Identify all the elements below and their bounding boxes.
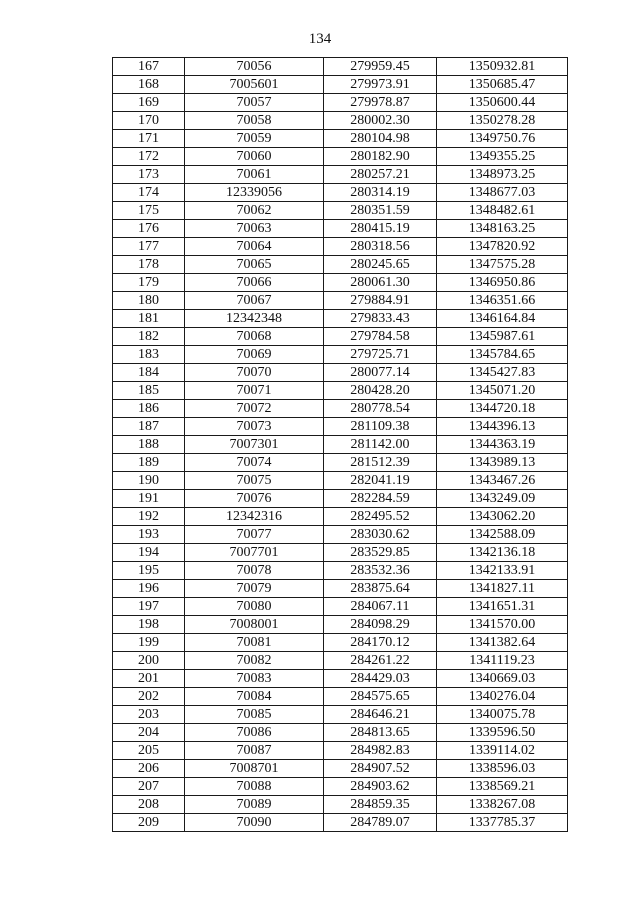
table-row — [113, 508, 568, 526]
x-coordinate-cell: 279959.45 — [324, 58, 437, 76]
x-coordinate-cell: 284903.62 — [324, 778, 437, 796]
point-id-cell: 70058 — [185, 112, 324, 130]
y-coordinate-cell: 1339114.02 — [437, 742, 568, 760]
row-number-cell: 203 — [113, 706, 185, 724]
row-number-cell: 199 — [113, 634, 185, 652]
x-coordinate-cell: 284859.35 — [324, 796, 437, 814]
x-coordinate-cell: 281142.00 — [324, 436, 437, 454]
x-coordinate-cell: 280257.21 — [324, 166, 437, 184]
row-number-cell: 187 — [113, 418, 185, 436]
y-coordinate-cell: 1348973.25 — [437, 166, 568, 184]
table-row — [113, 382, 568, 400]
row-number-cell: 200 — [113, 652, 185, 670]
y-coordinate-cell: 1347575.28 — [437, 256, 568, 274]
y-coordinate-cell: 1350278.28 — [437, 112, 568, 130]
table-row — [113, 112, 568, 130]
table-row — [113, 706, 568, 724]
x-coordinate-cell: 280415.19 — [324, 220, 437, 238]
table-row — [113, 760, 568, 778]
table-row — [113, 778, 568, 796]
x-coordinate-cell: 279978.87 — [324, 94, 437, 112]
point-id-cell: 70059 — [185, 130, 324, 148]
point-id-cell: 70069 — [185, 346, 324, 364]
y-coordinate-cell: 1338267.08 — [437, 796, 568, 814]
row-number-cell: 185 — [113, 382, 185, 400]
table-row — [113, 418, 568, 436]
row-number-cell: 177 — [113, 238, 185, 256]
row-number-cell: 191 — [113, 490, 185, 508]
row-number-cell: 205 — [113, 742, 185, 760]
x-coordinate-cell: 284098.29 — [324, 616, 437, 634]
point-id-cell: 70066 — [185, 274, 324, 292]
table-row — [113, 148, 568, 166]
x-coordinate-cell: 280778.54 — [324, 400, 437, 418]
x-coordinate-cell: 279973.91 — [324, 76, 437, 94]
point-id-cell: 70084 — [185, 688, 324, 706]
table-row — [113, 670, 568, 688]
row-number-cell: 202 — [113, 688, 185, 706]
x-coordinate-cell: 279884.91 — [324, 292, 437, 310]
point-id-cell: 7008701 — [185, 760, 324, 778]
row-number-cell: 168 — [113, 76, 185, 94]
point-id-cell: 12339056 — [185, 184, 324, 202]
point-id-cell: 70063 — [185, 220, 324, 238]
y-coordinate-cell: 1344363.19 — [437, 436, 568, 454]
table-row — [113, 490, 568, 508]
x-coordinate-cell: 280314.19 — [324, 184, 437, 202]
row-number-cell: 195 — [113, 562, 185, 580]
x-coordinate-cell: 283529.85 — [324, 544, 437, 562]
row-number-cell: 201 — [113, 670, 185, 688]
table-row — [113, 472, 568, 490]
y-coordinate-cell: 1341382.64 — [437, 634, 568, 652]
table-row — [113, 742, 568, 760]
table-row — [113, 364, 568, 382]
point-id-cell: 70086 — [185, 724, 324, 742]
y-coordinate-cell: 1345987.61 — [437, 328, 568, 346]
row-number-cell: 181 — [113, 310, 185, 328]
row-number-cell: 174 — [113, 184, 185, 202]
row-number-cell: 178 — [113, 256, 185, 274]
point-id-cell: 70075 — [185, 472, 324, 490]
x-coordinate-cell: 282284.59 — [324, 490, 437, 508]
y-coordinate-cell: 1341570.00 — [437, 616, 568, 634]
table-row — [113, 454, 568, 472]
y-coordinate-cell: 1343249.09 — [437, 490, 568, 508]
row-number-cell: 196 — [113, 580, 185, 598]
y-coordinate-cell: 1346351.66 — [437, 292, 568, 310]
x-coordinate-cell: 284907.52 — [324, 760, 437, 778]
row-number-cell: 182 — [113, 328, 185, 346]
x-coordinate-cell: 282495.52 — [324, 508, 437, 526]
y-coordinate-cell: 1344720.18 — [437, 400, 568, 418]
row-number-cell: 207 — [113, 778, 185, 796]
point-id-cell: 70074 — [185, 454, 324, 472]
table-row — [113, 310, 568, 328]
point-id-cell: 70083 — [185, 670, 324, 688]
x-coordinate-cell: 279833.43 — [324, 310, 437, 328]
point-id-cell: 70072 — [185, 400, 324, 418]
table-row — [113, 256, 568, 274]
y-coordinate-cell: 1350685.47 — [437, 76, 568, 94]
table-row — [113, 544, 568, 562]
point-id-cell: 70060 — [185, 148, 324, 166]
table-row — [113, 184, 568, 202]
point-id-cell: 70080 — [185, 598, 324, 616]
row-number-cell: 167 — [113, 58, 185, 76]
table-row — [113, 274, 568, 292]
table-row — [113, 166, 568, 184]
table-row — [113, 616, 568, 634]
table-row — [113, 634, 568, 652]
x-coordinate-cell: 280077.14 — [324, 364, 437, 382]
y-coordinate-cell: 1347820.92 — [437, 238, 568, 256]
row-number-cell: 179 — [113, 274, 185, 292]
x-coordinate-cell: 284646.21 — [324, 706, 437, 724]
table-row — [113, 562, 568, 580]
point-id-cell: 70071 — [185, 382, 324, 400]
page-number: 134 — [308, 31, 332, 47]
point-id-cell: 7007301 — [185, 436, 324, 454]
x-coordinate-cell: 280182.90 — [324, 148, 437, 166]
x-coordinate-cell: 282041.19 — [324, 472, 437, 490]
table-row — [113, 94, 568, 112]
row-number-cell: 169 — [113, 94, 185, 112]
x-coordinate-cell: 280245.65 — [324, 256, 437, 274]
coordinates-table — [112, 57, 568, 832]
row-number-cell: 208 — [113, 796, 185, 814]
y-coordinate-cell: 1348677.03 — [437, 184, 568, 202]
point-id-cell: 70068 — [185, 328, 324, 346]
table-row — [113, 814, 568, 832]
table-row — [113, 130, 568, 148]
point-id-cell: 70090 — [185, 814, 324, 832]
point-id-cell: 7008001 — [185, 616, 324, 634]
point-id-cell: 70056 — [185, 58, 324, 76]
y-coordinate-cell: 1344396.13 — [437, 418, 568, 436]
point-id-cell: 70064 — [185, 238, 324, 256]
y-coordinate-cell: 1350600.44 — [437, 94, 568, 112]
point-id-cell: 7005601 — [185, 76, 324, 94]
row-number-cell: 186 — [113, 400, 185, 418]
point-id-cell: 70087 — [185, 742, 324, 760]
row-number-cell: 204 — [113, 724, 185, 742]
y-coordinate-cell: 1340669.03 — [437, 670, 568, 688]
y-coordinate-cell: 1343062.20 — [437, 508, 568, 526]
point-id-cell: 7007701 — [185, 544, 324, 562]
point-id-cell: 70073 — [185, 418, 324, 436]
x-coordinate-cell: 283875.64 — [324, 580, 437, 598]
row-number-cell: 197 — [113, 598, 185, 616]
x-coordinate-cell: 284261.22 — [324, 652, 437, 670]
y-coordinate-cell: 1340276.04 — [437, 688, 568, 706]
y-coordinate-cell: 1345427.83 — [437, 364, 568, 382]
x-coordinate-cell: 281512.39 — [324, 454, 437, 472]
point-id-cell: 70067 — [185, 292, 324, 310]
x-coordinate-cell: 280104.98 — [324, 130, 437, 148]
table-row — [113, 688, 568, 706]
table-row — [113, 580, 568, 598]
point-id-cell: 70076 — [185, 490, 324, 508]
row-number-cell: 183 — [113, 346, 185, 364]
x-coordinate-cell: 284067.11 — [324, 598, 437, 616]
row-number-cell: 209 — [113, 814, 185, 832]
table-row — [113, 220, 568, 238]
row-number-cell: 171 — [113, 130, 185, 148]
y-coordinate-cell: 1345784.65 — [437, 346, 568, 364]
y-coordinate-cell: 1349355.25 — [437, 148, 568, 166]
row-number-cell: 188 — [113, 436, 185, 454]
y-coordinate-cell: 1338596.03 — [437, 760, 568, 778]
point-id-cell: 70065 — [185, 256, 324, 274]
x-coordinate-cell: 284429.03 — [324, 670, 437, 688]
y-coordinate-cell: 1339596.50 — [437, 724, 568, 742]
point-id-cell: 70061 — [185, 166, 324, 184]
y-coordinate-cell: 1346164.84 — [437, 310, 568, 328]
y-coordinate-cell: 1349750.76 — [437, 130, 568, 148]
point-id-cell: 70062 — [185, 202, 324, 220]
point-id-cell: 12342316 — [185, 508, 324, 526]
y-coordinate-cell: 1340075.78 — [437, 706, 568, 724]
y-coordinate-cell: 1341119.23 — [437, 652, 568, 670]
y-coordinate-cell: 1341827.11 — [437, 580, 568, 598]
row-number-cell: 184 — [113, 364, 185, 382]
row-number-cell: 180 — [113, 292, 185, 310]
point-id-cell: 70057 — [185, 94, 324, 112]
y-coordinate-cell: 1342133.91 — [437, 562, 568, 580]
y-coordinate-cell: 1343989.13 — [437, 454, 568, 472]
row-number-cell: 193 — [113, 526, 185, 544]
table-row — [113, 652, 568, 670]
row-number-cell: 172 — [113, 148, 185, 166]
y-coordinate-cell: 1348163.25 — [437, 220, 568, 238]
x-coordinate-cell: 280318.56 — [324, 238, 437, 256]
table-row — [113, 292, 568, 310]
x-coordinate-cell: 284813.65 — [324, 724, 437, 742]
point-id-cell: 70082 — [185, 652, 324, 670]
row-number-cell: 176 — [113, 220, 185, 238]
y-coordinate-cell: 1338569.21 — [437, 778, 568, 796]
row-number-cell: 192 — [113, 508, 185, 526]
x-coordinate-cell: 280428.20 — [324, 382, 437, 400]
y-coordinate-cell: 1342588.09 — [437, 526, 568, 544]
table-row — [113, 58, 568, 76]
table-row — [113, 598, 568, 616]
x-coordinate-cell: 284170.12 — [324, 634, 437, 652]
point-id-cell: 12342348 — [185, 310, 324, 328]
point-id-cell: 70081 — [185, 634, 324, 652]
row-number-cell: 190 — [113, 472, 185, 490]
y-coordinate-cell: 1337785.37 — [437, 814, 568, 832]
point-id-cell: 70078 — [185, 562, 324, 580]
x-coordinate-cell: 280061.30 — [324, 274, 437, 292]
table-row — [113, 328, 568, 346]
table-row — [113, 526, 568, 544]
y-coordinate-cell: 1343467.26 — [437, 472, 568, 490]
y-coordinate-cell: 1341651.31 — [437, 598, 568, 616]
x-coordinate-cell: 280002.30 — [324, 112, 437, 130]
x-coordinate-cell: 279725.71 — [324, 346, 437, 364]
x-coordinate-cell: 284789.07 — [324, 814, 437, 832]
table-row — [113, 796, 568, 814]
row-number-cell: 173 — [113, 166, 185, 184]
x-coordinate-cell: 284575.65 — [324, 688, 437, 706]
point-id-cell: 70089 — [185, 796, 324, 814]
row-number-cell: 198 — [113, 616, 185, 634]
x-coordinate-cell: 283030.62 — [324, 526, 437, 544]
y-coordinate-cell: 1342136.18 — [437, 544, 568, 562]
x-coordinate-cell: 283532.36 — [324, 562, 437, 580]
point-id-cell: 70077 — [185, 526, 324, 544]
row-number-cell: 175 — [113, 202, 185, 220]
row-number-cell: 206 — [113, 760, 185, 778]
point-id-cell: 70085 — [185, 706, 324, 724]
row-number-cell: 170 — [113, 112, 185, 130]
y-coordinate-cell: 1346950.86 — [437, 274, 568, 292]
table-row — [113, 346, 568, 364]
table-row — [113, 436, 568, 454]
table-row — [113, 202, 568, 220]
x-coordinate-cell: 281109.38 — [324, 418, 437, 436]
point-id-cell: 70079 — [185, 580, 324, 598]
y-coordinate-cell: 1350932.81 — [437, 58, 568, 76]
y-coordinate-cell: 1348482.61 — [437, 202, 568, 220]
point-id-cell: 70088 — [185, 778, 324, 796]
table-row — [113, 724, 568, 742]
row-number-cell: 189 — [113, 454, 185, 472]
coordinates-table-body — [113, 58, 568, 832]
x-coordinate-cell: 284982.83 — [324, 742, 437, 760]
row-number-cell: 194 — [113, 544, 185, 562]
table-row — [113, 400, 568, 418]
point-id-cell: 70070 — [185, 364, 324, 382]
x-coordinate-cell: 280351.59 — [324, 202, 437, 220]
table-row — [113, 76, 568, 94]
x-coordinate-cell: 279784.58 — [324, 328, 437, 346]
table-row — [113, 238, 568, 256]
y-coordinate-cell: 1345071.20 — [437, 382, 568, 400]
